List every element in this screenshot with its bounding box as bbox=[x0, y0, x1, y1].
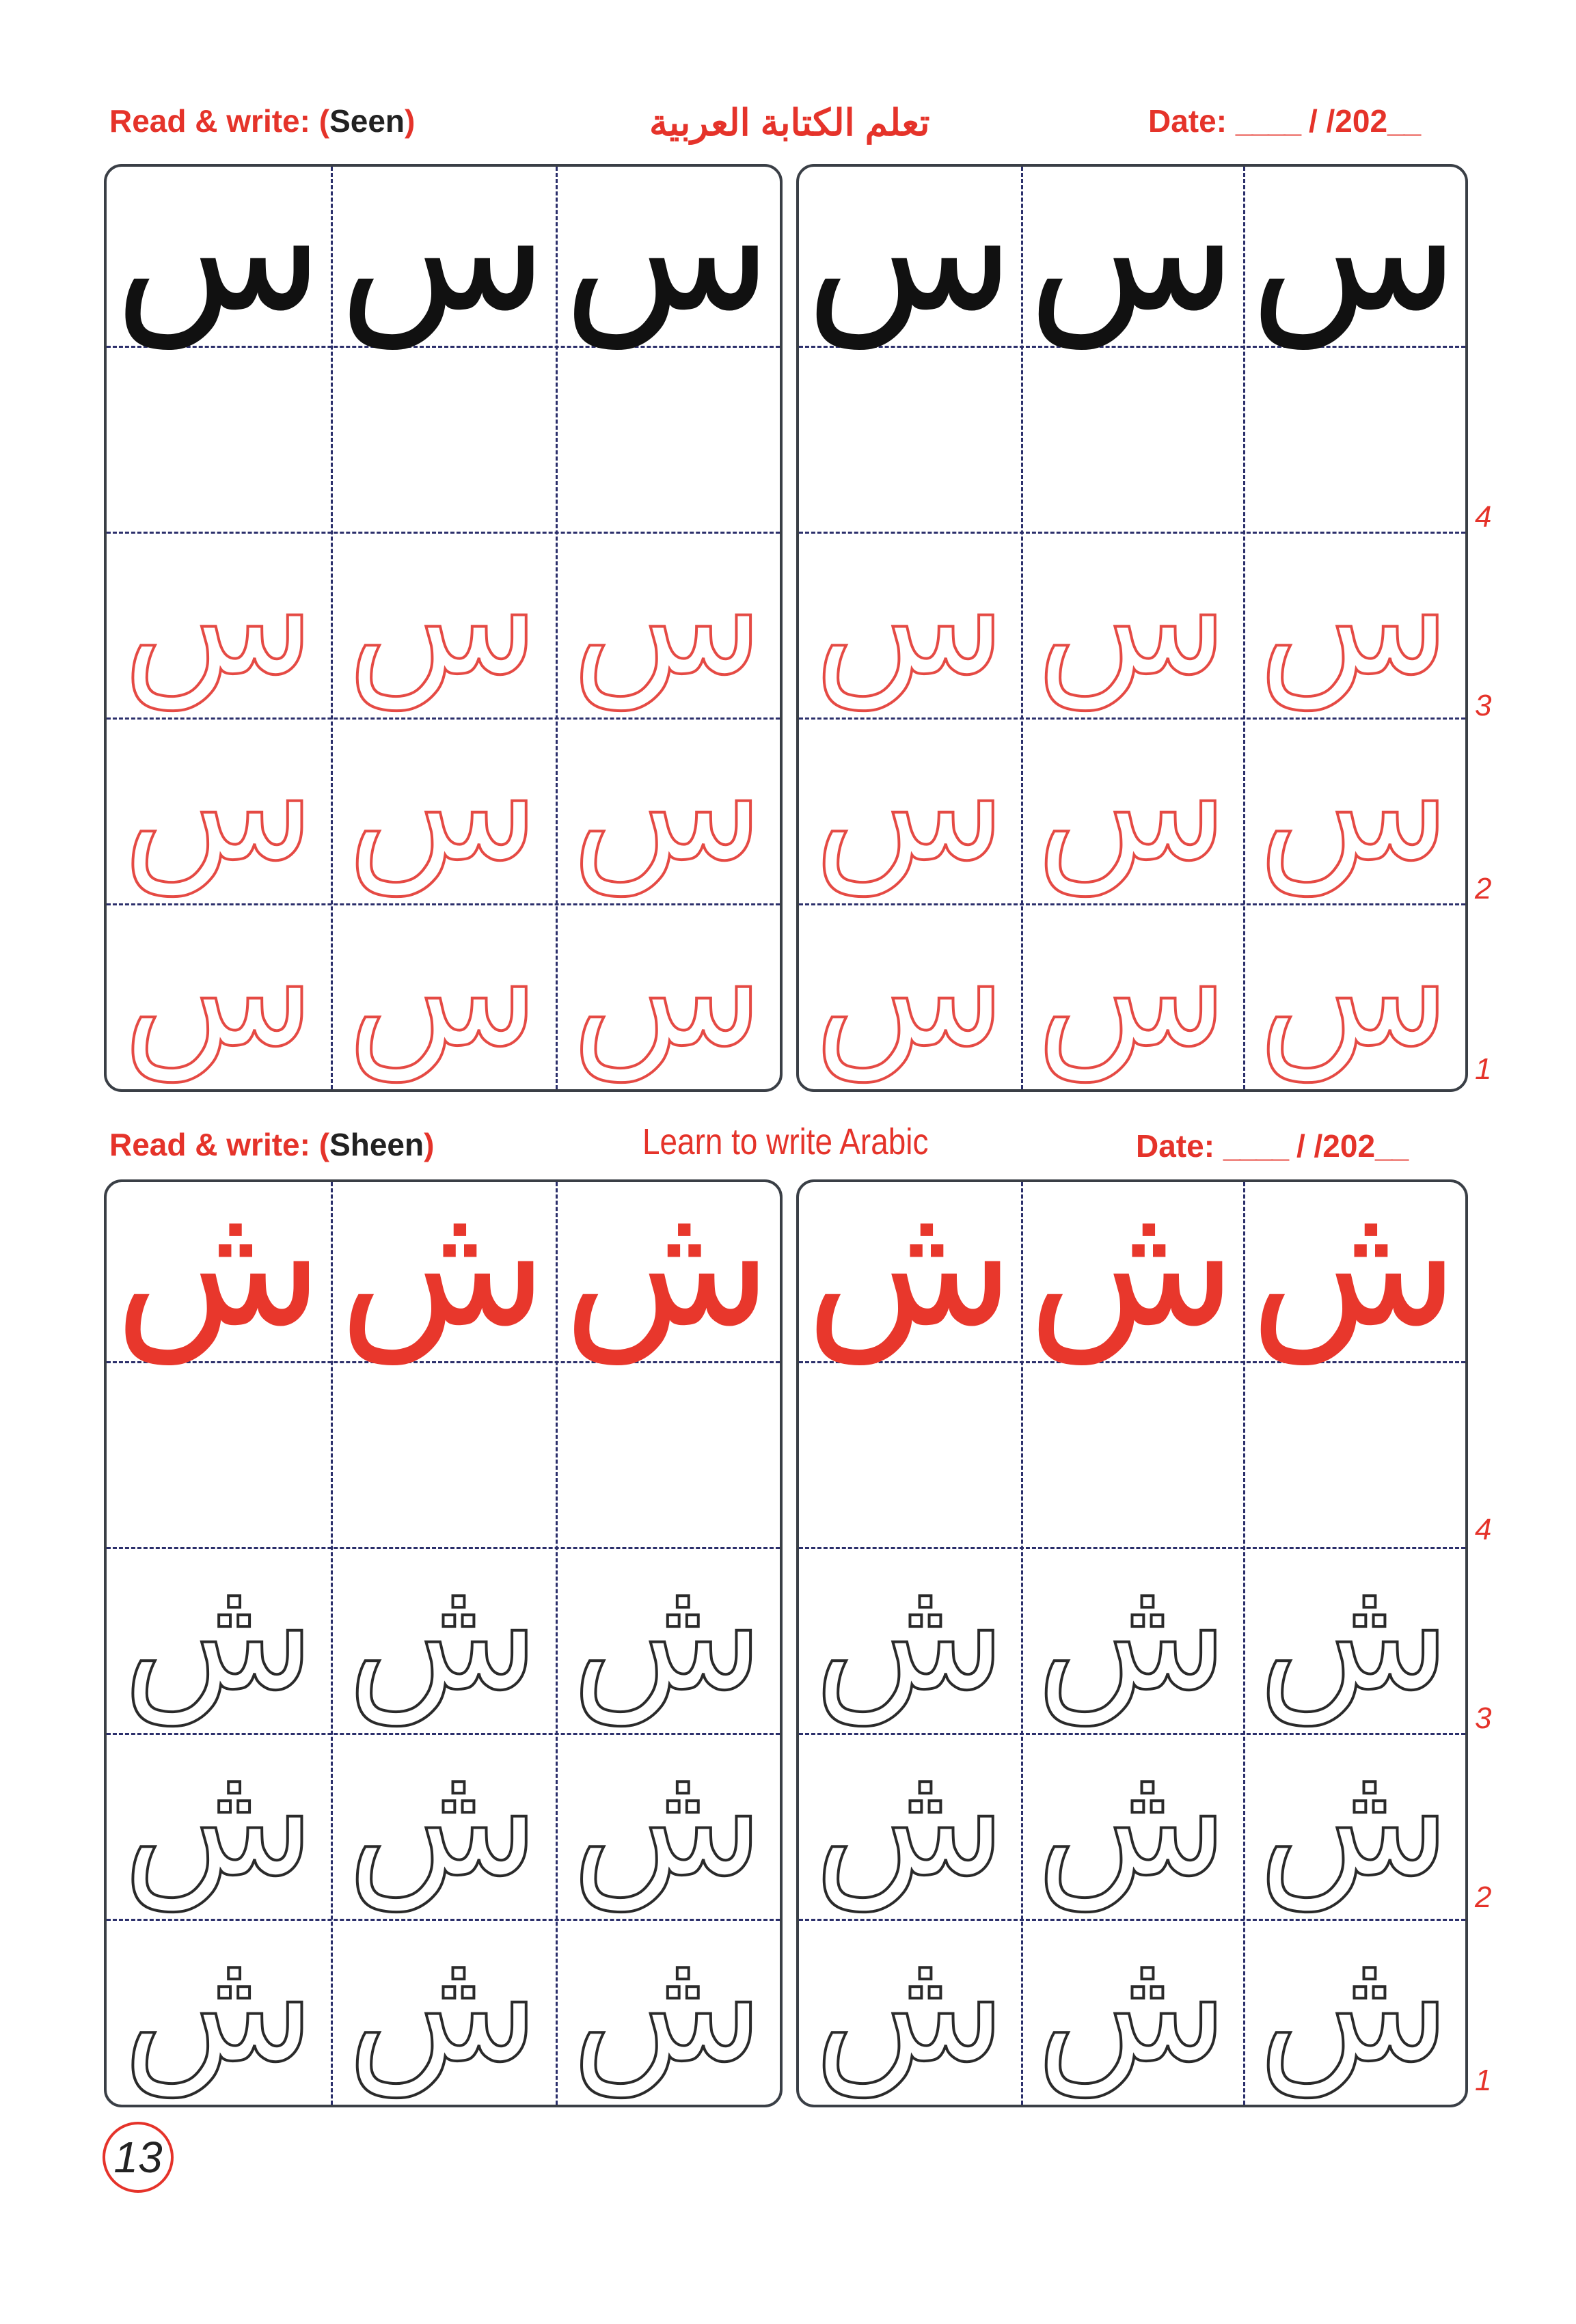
trace-letter: ش bbox=[1036, 1543, 1228, 1725]
date-label: Date: bbox=[1148, 103, 1227, 139]
model-letter: س bbox=[114, 164, 323, 348]
read-write-label: Read & write: bbox=[109, 1127, 310, 1162]
bottom-title: Learn to write Arabic bbox=[642, 1121, 929, 1162]
trace-cell bbox=[799, 1729, 1021, 1919]
read-write-label: Read & write: bbox=[109, 103, 310, 139]
trace-cell bbox=[107, 1729, 331, 1919]
trace-cell bbox=[1243, 1729, 1465, 1919]
trace-letter: س bbox=[347, 528, 539, 710]
trace-letter: س bbox=[814, 713, 1006, 896]
trace-cell bbox=[799, 1543, 1021, 1733]
trace-cell bbox=[331, 1729, 555, 1919]
trace-letter: ش bbox=[122, 1915, 315, 2097]
trace-letter: س bbox=[122, 713, 315, 896]
trace-cell bbox=[1243, 1543, 1465, 1733]
trace-letter: س bbox=[122, 899, 315, 1082]
trace-letter: س bbox=[814, 528, 1006, 710]
model-letter: ش bbox=[805, 1179, 1015, 1364]
top-left-panel bbox=[104, 164, 783, 1092]
trace-letter: ش bbox=[347, 1729, 539, 1911]
free-writing-cell[interactable] bbox=[556, 346, 780, 532]
trace-letter: س bbox=[347, 713, 539, 896]
model-letter-cell bbox=[331, 164, 555, 348]
trace-letter: ش bbox=[1258, 1729, 1450, 1911]
trace-cell bbox=[556, 899, 780, 1089]
letter-name: Sheen bbox=[329, 1127, 424, 1162]
date-label: Date: bbox=[1136, 1128, 1215, 1164]
trace-cell bbox=[331, 528, 555, 717]
trace-cell bbox=[1243, 899, 1465, 1089]
model-letter-cell bbox=[556, 1179, 780, 1364]
free-writing-cell[interactable] bbox=[107, 1361, 331, 1547]
trace-letter: ش bbox=[1258, 1915, 1450, 2097]
trace-cell bbox=[331, 713, 555, 903]
trace-cell bbox=[107, 713, 331, 903]
bottom-left-panel bbox=[104, 1179, 783, 2107]
row-number: 4 bbox=[1475, 1513, 1492, 1546]
free-writing-cell[interactable] bbox=[799, 1361, 1021, 1547]
trace-cell bbox=[556, 713, 780, 903]
model-letter-cell bbox=[799, 164, 1021, 348]
trace-cell bbox=[107, 528, 331, 717]
trace-letter: س bbox=[347, 899, 539, 1082]
model-letter-cell bbox=[107, 164, 331, 348]
trace-letter: س bbox=[1258, 713, 1450, 896]
trace-letter: ش bbox=[571, 1543, 764, 1725]
row-number: 2 bbox=[1475, 872, 1492, 905]
free-writing-cell[interactable] bbox=[799, 346, 1021, 532]
free-writing-cell[interactable] bbox=[107, 346, 331, 532]
trace-letter: س bbox=[1036, 528, 1228, 710]
page-number: 13 bbox=[103, 2122, 174, 2193]
trace-cell bbox=[1243, 713, 1465, 903]
trace-letter: ش bbox=[122, 1729, 315, 1911]
top-read-write-header: Read & write: (Seen) bbox=[109, 103, 416, 139]
model-letter-cell bbox=[799, 1179, 1021, 1364]
top-title: تعلم الكتابة العربية bbox=[649, 102, 930, 143]
model-letter: ش bbox=[1249, 1179, 1459, 1364]
letter-name: Seen bbox=[329, 103, 405, 139]
trace-cell bbox=[556, 528, 780, 717]
model-letter: س bbox=[1027, 164, 1237, 348]
trace-letter: ش bbox=[122, 1543, 315, 1725]
free-writing-cell[interactable] bbox=[556, 1361, 780, 1547]
model-letter-cell bbox=[556, 164, 780, 348]
trace-cell bbox=[799, 528, 1021, 717]
trace-cell bbox=[1243, 528, 1465, 717]
trace-cell bbox=[331, 1543, 555, 1733]
trace-cell bbox=[1021, 713, 1243, 903]
date-value: / /202 bbox=[1308, 103, 1388, 139]
model-letter: ش bbox=[114, 1179, 323, 1364]
trace-letter: ش bbox=[571, 1915, 764, 2097]
row-number: 1 bbox=[1475, 2064, 1492, 2097]
row-number: 3 bbox=[1475, 1701, 1492, 1735]
top-date: Date: ____ / /202__ bbox=[1148, 103, 1420, 139]
trace-letter: ش bbox=[347, 1543, 539, 1725]
trace-letter: س bbox=[1036, 899, 1228, 1082]
model-letter-cell bbox=[1021, 1179, 1243, 1364]
model-letter-cell bbox=[1243, 1179, 1465, 1364]
row-number: 2 bbox=[1475, 1881, 1492, 1914]
bottom-read-write-header: Read & write: (Sheen) bbox=[109, 1127, 435, 1162]
free-writing-cell[interactable] bbox=[331, 346, 555, 532]
model-letter: س bbox=[805, 164, 1015, 348]
free-writing-cell[interactable] bbox=[1021, 346, 1243, 532]
trace-cell bbox=[556, 1915, 780, 2105]
trace-letter: ش bbox=[1036, 1729, 1228, 1911]
trace-letter: ش bbox=[814, 1729, 1006, 1911]
free-writing-cell[interactable] bbox=[1021, 1361, 1243, 1547]
trace-letter: س bbox=[571, 713, 764, 896]
trace-letter: س bbox=[1036, 713, 1228, 896]
bottom-date: Date: ____ / /202__ bbox=[1136, 1128, 1408, 1164]
trace-cell bbox=[1021, 528, 1243, 717]
free-writing-cell[interactable] bbox=[331, 1361, 555, 1547]
free-writing-cell[interactable] bbox=[1243, 1361, 1465, 1547]
trace-letter: ش bbox=[571, 1729, 764, 1911]
trace-letter: س bbox=[571, 899, 764, 1082]
trace-letter: ش bbox=[814, 1543, 1006, 1725]
trace-cell bbox=[799, 899, 1021, 1089]
trace-cell bbox=[1021, 1729, 1243, 1919]
model-letter: س bbox=[563, 164, 772, 348]
model-letter: س bbox=[1249, 164, 1459, 348]
trace-cell bbox=[1243, 1915, 1465, 2105]
trace-cell bbox=[1021, 1543, 1243, 1733]
trace-letter: س bbox=[814, 899, 1006, 1082]
trace-cell bbox=[107, 1543, 331, 1733]
model-letter: ش bbox=[563, 1179, 772, 1364]
trace-cell bbox=[331, 899, 555, 1089]
trace-letter: س bbox=[571, 528, 764, 710]
trace-cell bbox=[556, 1543, 780, 1733]
free-writing-cell[interactable] bbox=[1243, 346, 1465, 532]
trace-cell bbox=[799, 1915, 1021, 2105]
trace-letter: ش bbox=[814, 1915, 1006, 2097]
model-letter: س bbox=[338, 164, 548, 348]
trace-cell bbox=[556, 1729, 780, 1919]
trace-cell bbox=[107, 899, 331, 1089]
row-number: 3 bbox=[1475, 689, 1492, 722]
trace-letter: س bbox=[122, 528, 315, 710]
trace-cell bbox=[1021, 899, 1243, 1089]
date-value: / /202 bbox=[1296, 1128, 1376, 1164]
trace-cell bbox=[799, 713, 1021, 903]
model-letter-cell bbox=[1021, 164, 1243, 348]
top-right-panel bbox=[796, 164, 1468, 1092]
trace-cell bbox=[331, 1915, 555, 2105]
row-number: 4 bbox=[1475, 500, 1492, 534]
trace-letter: ش bbox=[347, 1915, 539, 2097]
trace-cell bbox=[1021, 1915, 1243, 2105]
model-letter: ش bbox=[1027, 1179, 1237, 1364]
trace-letter: س bbox=[1258, 899, 1450, 1082]
model-letter-cell bbox=[107, 1179, 331, 1364]
model-letter-cell bbox=[1243, 164, 1465, 348]
trace-letter: س bbox=[1258, 528, 1450, 710]
model-letter-cell bbox=[331, 1179, 555, 1364]
trace-letter: ش bbox=[1258, 1543, 1450, 1725]
trace-letter: ش bbox=[1036, 1915, 1228, 2097]
bottom-right-panel bbox=[796, 1179, 1468, 2107]
model-letter: ش bbox=[338, 1179, 548, 1364]
row-number: 1 bbox=[1475, 1052, 1492, 1086]
trace-cell bbox=[107, 1915, 331, 2105]
